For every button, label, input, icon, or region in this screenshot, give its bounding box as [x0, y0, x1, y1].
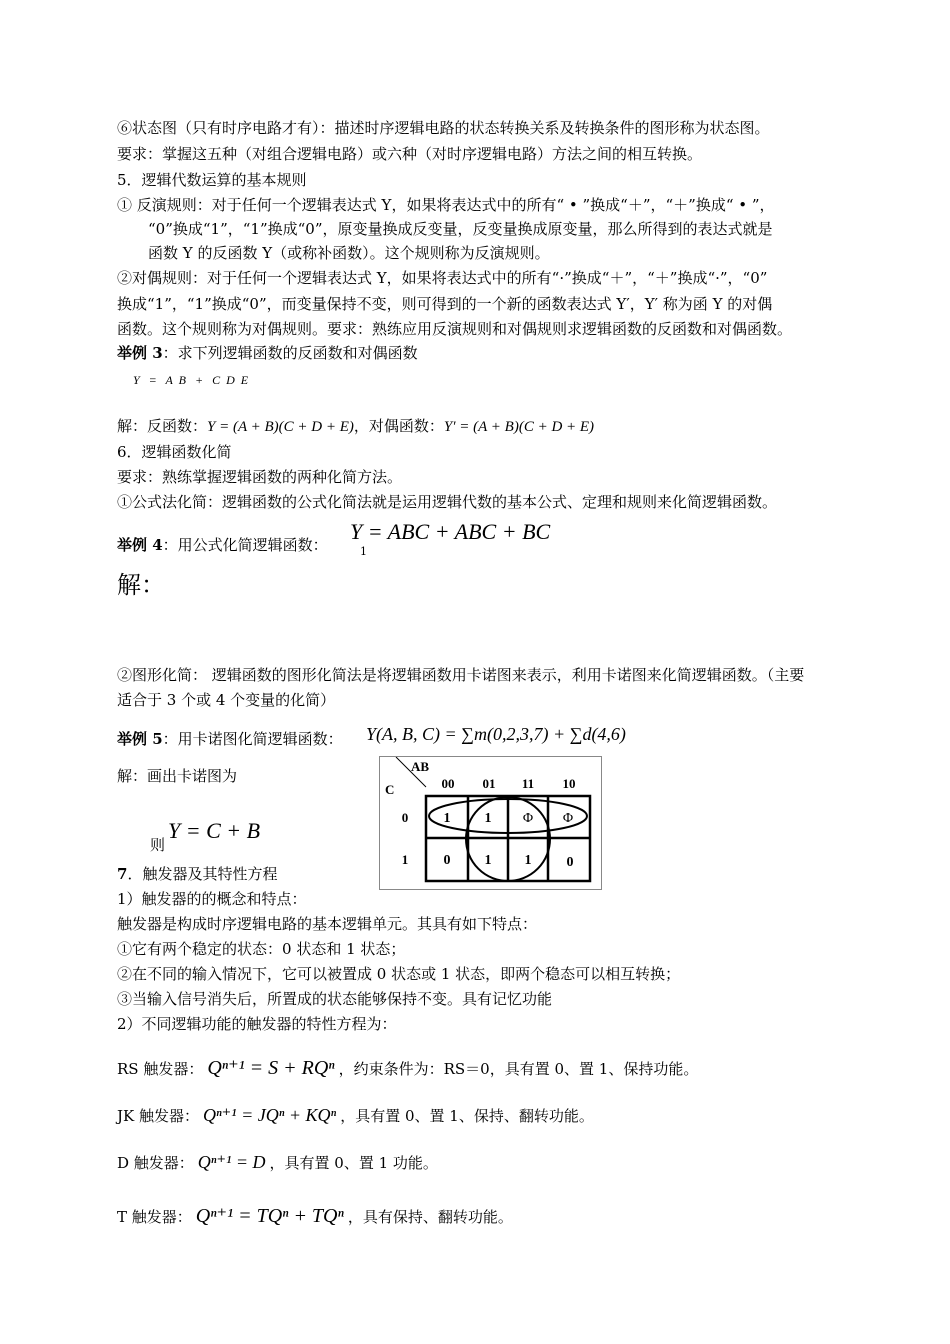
formula: Y = ABC + ABC + BC	[350, 519, 551, 544]
kmap-cell: 0	[443, 853, 451, 868]
text-line: 要求：掌握这五种（对组合逻辑电路）或六种（对时序逻辑电路）方法之间的相互转换。	[117, 145, 703, 163]
text-line: ②图形化简： 逻辑函数的图形化简法是将逻辑函数用卡诺图来表示，利用卡诺图来化简逻辑函数。（主要	[117, 666, 805, 684]
kmap-col-var: AB	[411, 759, 430, 774]
text-line: ②对偶规则：对于任何一个逻辑表达式 Y，如果将表达式中的所有“·”换成“＋”，“＋”换成“·”，“0”	[117, 269, 768, 287]
formula: Qⁿ⁺¹ = S + RQⁿ	[207, 1057, 335, 1079]
flipflop-text: ，具有保持、翻转功能。	[347, 1208, 513, 1226]
kmap-row-header: 0	[401, 810, 409, 825]
kmap-col-header: 11	[521, 776, 535, 791]
flipflop-label: RS 触发器：	[117, 1060, 204, 1078]
flipflop-jk	[117, 1102, 594, 1129]
formula: Y = A B + C D E	[133, 373, 249, 387]
formula: Y = (A + B)(C + D + E)	[207, 419, 354, 435]
formula: Qⁿ⁺¹ = D	[197, 1152, 266, 1172]
example-label: 举例 4	[117, 536, 163, 554]
flipflop-d	[117, 1149, 438, 1176]
text-line: ③当输入信号消失后，所置成的状态能够保持不变。具有记忆功能	[117, 990, 553, 1008]
solution-line	[117, 416, 594, 437]
text-line: 解：画出卡诺图为	[117, 767, 238, 785]
example-text: ：用卡诺图化简逻辑函数：	[162, 730, 343, 748]
kmap-col-header: 00	[441, 776, 455, 791]
text-line: ②在不同的输入情况下，它可以被置成 0 状态或 1 状态，即两个稳态可以相互转换；	[117, 965, 681, 983]
text-line: “0”换成“1”，“1”换成“0”，原变量换成反变量，反变量换成原变量，那么所得到的表达式就是	[148, 220, 773, 238]
example-line	[117, 729, 343, 749]
flipflop-label: T 触发器：	[117, 1208, 192, 1226]
section-number: 7	[117, 865, 128, 883]
kmap-cell: 1	[443, 811, 451, 826]
flipflop-text: ，约束条件为：RS＝0，具有置 0、置 1、保持功能。	[338, 1060, 699, 1078]
section-heading	[117, 864, 277, 884]
kmap-row-var: C	[385, 782, 395, 797]
example-line	[117, 535, 328, 555]
text: 则	[150, 836, 166, 854]
example-text: ：求下列逻辑函数的反函数和对偶函数	[162, 344, 418, 362]
text-line: 触发器是构成时序逻辑电路的基本逻辑单元。其具有如下特点：	[117, 915, 538, 933]
kmap-cell: 1	[484, 811, 492, 826]
flipflop-label: D 触发器：	[117, 1154, 194, 1172]
text-line: 2）不同逻辑功能的触发器的特性方程为：	[117, 1015, 397, 1033]
subscript: 1	[360, 545, 367, 558]
flipflop-rs	[117, 1055, 698, 1082]
kmap-col-header: 10	[562, 776, 576, 791]
text-line: ①它有两个稳定的状态：0 状态和 1 状态；	[117, 940, 406, 958]
text-line: 1）触发器的的概念和特点：	[117, 890, 307, 908]
text-line: 适合于 3 个或 4 个变量的化简）	[117, 691, 336, 709]
text-line: 函数 Y 的反函数 Y（或称补函数）。这个规则称为反演规则。	[148, 244, 550, 262]
kmap-cell: 1	[484, 853, 492, 868]
text-line: 函数。这个规则称为对偶规则。要求：熟练应用反演规则和对偶规则求逻辑函数的反函数和对偶函数。	[117, 320, 793, 338]
text-line: ① 反演规则：对于任何一个逻辑表达式 Y，如果将表达式中的所有“ • ”换成“＋”，“＋”换成“ • ”，	[117, 196, 775, 214]
example-label: 举例 3	[117, 344, 163, 362]
flipflop-t	[117, 1203, 513, 1230]
solution-label: 解：	[117, 571, 165, 599]
kmap-cell: 1	[524, 853, 532, 868]
kmap-cell: Φ	[522, 811, 534, 826]
section-title: ．触发器及其特性方程	[127, 865, 278, 883]
karnaugh-map	[379, 756, 602, 890]
example-label: 举例 5	[117, 730, 163, 748]
text-line: ⑥状态图（只有时序电路才有）：描述时序逻辑电路的状态转换关系及转换条件的图形称为状态图。	[117, 119, 770, 137]
solution-label: 解：反函数：	[117, 417, 208, 435]
formula: Qⁿ⁺¹ = JQⁿ + KQⁿ	[203, 1105, 337, 1125]
formula: Qⁿ⁺¹ = TQⁿ + TQⁿ	[195, 1205, 344, 1227]
kmap-col-header: 01	[482, 776, 496, 791]
karnaugh-map-figure	[380, 757, 601, 889]
kmap-cell: Φ	[562, 811, 574, 826]
example-text: ：用公式化简逻辑函数：	[162, 536, 328, 554]
text-line: 要求：熟练掌握逻辑函数的两种化简方法。	[117, 468, 403, 486]
flipflop-text: ，具有置 0、置 1、保持、翻转功能。	[340, 1107, 594, 1125]
example-line	[117, 343, 418, 363]
formula: Y′ = (A + B)(C + D + E)	[443, 419, 595, 435]
text-line: ①公式法化简：逻辑函数的公式化简法就是运用逻辑代数的基本公式、定理和规则来化简逻辑函数。	[117, 493, 778, 511]
kmap-cell: 0	[566, 855, 574, 870]
flipflop-label: JK 触发器：	[117, 1107, 199, 1125]
flipflop-text: ，具有置 0、置 1 功能。	[269, 1154, 438, 1172]
text: ，对偶函数：	[353, 417, 444, 435]
formula: Y = C + B	[168, 818, 261, 843]
formula: Y(A, B, C) = ∑m(0,2,3,7) + ∑d(4,6)	[366, 724, 626, 744]
text-line: 换成“1”，“1”换成“0”，而变量保持不变，则可得到的一个新的函数表达式 Y′，Y′ 称为函 Y 的对偶	[117, 295, 773, 313]
section-heading: 6．逻辑函数化简	[117, 443, 232, 461]
section-heading: 5．逻辑代数运算的基本规则	[117, 171, 307, 189]
kmap-row-header: 1	[401, 852, 409, 867]
